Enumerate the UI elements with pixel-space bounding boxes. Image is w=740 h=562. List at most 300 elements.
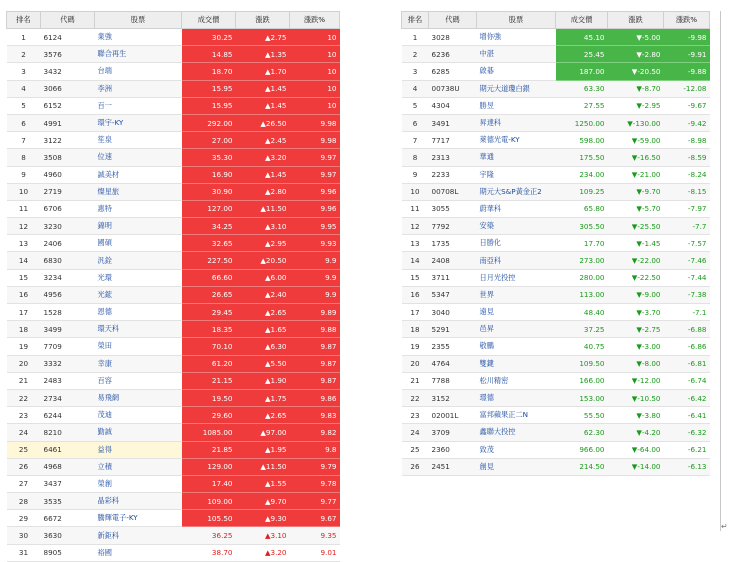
- stock-name-cell[interactable]: 笙泉: [95, 132, 182, 149]
- table-row[interactable]: [7, 458, 340, 475]
- change-cell: ▲1.90: [236, 372, 290, 389]
- rank-cell: 1: [7, 29, 41, 46]
- pct-cell: 9.98: [290, 132, 340, 149]
- change-cell: ▲3.10: [236, 218, 290, 235]
- code-cell[interactable]: 3066: [41, 80, 95, 97]
- price-cell: 17.70: [556, 235, 608, 252]
- pct-cell: 9.67: [290, 510, 340, 527]
- col-header-price[interactable]: 成交價: [182, 12, 236, 29]
- table-row[interactable]: [7, 527, 340, 544]
- rank-cell: 29: [7, 510, 41, 527]
- code-cell[interactable]: 2483: [41, 372, 95, 389]
- rank-cell: 2: [402, 46, 429, 63]
- price-cell: 21.15: [182, 372, 236, 389]
- code-cell[interactable]: 3055: [429, 200, 477, 217]
- table-row[interactable]: [7, 200, 340, 217]
- change-cell: ▲2.45: [236, 132, 290, 149]
- price-cell: 27.00: [182, 132, 236, 149]
- table-row[interactable]: [7, 80, 340, 97]
- stock-name-cell[interactable]: 啟碁: [477, 63, 556, 80]
- stock-name-cell[interactable]: 聯合再生: [95, 46, 182, 63]
- table-row[interactable]: [7, 321, 340, 338]
- change-cell: ▼-59.00: [608, 132, 664, 149]
- code-cell[interactable]: 7792: [429, 218, 477, 235]
- code-cell[interactable]: 3028: [429, 29, 477, 46]
- price-cell: 29.45: [182, 304, 236, 321]
- pct-cell: -7.44: [664, 269, 710, 286]
- table-row[interactable]: [402, 424, 710, 441]
- table-row[interactable]: [7, 372, 340, 389]
- col-header-rank[interactable]: 排名: [402, 12, 429, 29]
- pct-cell: -9.98: [664, 29, 710, 46]
- stock-name-cell[interactable]: 蔚華科: [477, 200, 556, 217]
- table-row[interactable]: [402, 166, 710, 183]
- code-cell[interactable]: 4991: [41, 114, 95, 131]
- change-cell: ▲1.55: [236, 475, 290, 492]
- code-cell[interactable]: 6124: [41, 29, 95, 46]
- stock-name-cell[interactable]: 汎銓: [95, 252, 182, 269]
- table-row[interactable]: [7, 97, 340, 114]
- change-cell: ▲3.20: [236, 149, 290, 166]
- rank-cell: 5: [7, 97, 41, 114]
- price-cell: 29.60: [182, 407, 236, 424]
- stock-name-cell[interactable]: 騰輝電子-KY: [95, 510, 182, 527]
- table-row[interactable]: [402, 235, 710, 252]
- rank-cell: 12: [7, 218, 41, 235]
- table-row[interactable]: [7, 269, 340, 286]
- code-cell[interactable]: 2355: [429, 338, 477, 355]
- price-cell: 280.00: [556, 269, 608, 286]
- price-cell: 63.30: [556, 80, 608, 97]
- price-cell: 35.30: [182, 149, 236, 166]
- table-row[interactable]: [402, 132, 710, 149]
- code-cell[interactable]: 7709: [41, 338, 95, 355]
- stock-name-cell[interactable]: 鑫聯大投控: [477, 424, 556, 441]
- price-cell: 113.00: [556, 286, 608, 303]
- col-header-rank[interactable]: 排名: [7, 12, 41, 29]
- code-cell[interactable]: 1735: [429, 235, 477, 252]
- table-row[interactable]: [7, 63, 340, 80]
- change-cell: ▼-2.95: [608, 97, 664, 114]
- stock-name-cell[interactable]: 遠見: [477, 304, 556, 321]
- pct-cell: -7.57: [664, 235, 710, 252]
- stock-name-cell[interactable]: 邑昇: [477, 321, 556, 338]
- stock-name-cell[interactable]: 業強: [95, 29, 182, 46]
- stock-name-cell[interactable]: 台端: [95, 63, 182, 80]
- stock-name-cell[interactable]: 增你強: [477, 29, 556, 46]
- code-cell[interactable]: 3491: [429, 114, 477, 131]
- change-cell: ▲1.35: [236, 46, 290, 63]
- col-header-pct[interactable]: 漲跌%: [664, 12, 710, 29]
- rank-cell: 12: [402, 218, 429, 235]
- rank-cell: 24: [7, 424, 41, 441]
- code-cell[interactable]: 3576: [41, 46, 95, 63]
- page-border-line: [720, 11, 721, 531]
- rank-cell: 26: [402, 458, 429, 475]
- stock-name-cell[interactable]: 錦明: [95, 218, 182, 235]
- code-cell[interactable]: 8210: [41, 424, 95, 441]
- rank-cell: 19: [402, 338, 429, 355]
- pct-cell: 9.89: [290, 304, 340, 321]
- code-cell[interactable]: 5347: [429, 286, 477, 303]
- code-cell[interactable]: 8905: [41, 544, 95, 561]
- price-cell: 55.50: [556, 407, 608, 424]
- table-row[interactable]: [402, 407, 710, 424]
- rank-cell: 5: [402, 97, 429, 114]
- change-cell: ▲1.45: [236, 166, 290, 183]
- table-row[interactable]: [402, 46, 710, 63]
- code-cell[interactable]: 3499: [41, 321, 95, 338]
- stock-name-cell[interactable]: 新鉅科: [95, 527, 182, 544]
- table-row[interactable]: [402, 63, 710, 80]
- rank-cell: 15: [402, 269, 429, 286]
- stock-name-cell[interactable]: 昇達科: [477, 114, 556, 131]
- stock-name-cell[interactable]: 南亞科: [477, 252, 556, 269]
- table-row[interactable]: [7, 218, 340, 235]
- table-row[interactable]: [402, 218, 710, 235]
- change-cell: ▲11.50: [236, 458, 290, 475]
- change-cell: ▲9.30: [236, 510, 290, 527]
- code-cell[interactable]: 6672: [41, 510, 95, 527]
- table-row[interactable]: [7, 114, 340, 131]
- code-cell[interactable]: 2719: [41, 183, 95, 200]
- code-cell[interactable]: 6706: [41, 200, 95, 217]
- change-cell: ▼-8.00: [608, 355, 664, 372]
- code-cell[interactable]: 3711: [429, 269, 477, 286]
- table-row[interactable]: [7, 235, 340, 252]
- code-cell[interactable]: 5291: [429, 321, 477, 338]
- price-cell: 61.20: [182, 355, 236, 372]
- change-cell: ▲3.20: [236, 544, 290, 561]
- table-row[interactable]: [402, 149, 710, 166]
- table-row[interactable]: [402, 338, 710, 355]
- stock-name-cell[interactable]: 日月光投控: [477, 269, 556, 286]
- stock-name-cell[interactable]: 世界: [477, 286, 556, 303]
- code-cell[interactable]: 2451: [429, 458, 477, 475]
- price-cell: 17.40: [182, 475, 236, 492]
- stock-name-cell[interactable]: 益得: [95, 441, 182, 458]
- table-row[interactable]: [7, 441, 340, 458]
- col-header-change[interactable]: 漲跌: [236, 12, 290, 29]
- code-cell[interactable]: 4764: [429, 355, 477, 372]
- table-row[interactable]: [402, 372, 710, 389]
- code-cell[interactable]: 3508: [41, 149, 95, 166]
- stock-name-cell[interactable]: 萊德光電-KY: [477, 132, 556, 149]
- table-row[interactable]: [402, 458, 710, 475]
- price-cell: 966.00: [556, 441, 608, 458]
- stock-name-cell[interactable]: 敬鵬: [477, 338, 556, 355]
- stock-name-cell[interactable]: 華通: [477, 149, 556, 166]
- pct-cell: 9.83: [290, 407, 340, 424]
- pct-cell: -9.42: [664, 114, 710, 131]
- price-cell: 292.00: [182, 114, 236, 131]
- code-cell[interactable]: 4968: [41, 458, 95, 475]
- stock-name-cell[interactable]: 雙鍵: [477, 355, 556, 372]
- change-cell: ▼-9.70: [608, 183, 664, 200]
- stock-name-cell[interactable]: 位速: [95, 149, 182, 166]
- rank-cell: 8: [402, 149, 429, 166]
- rank-cell: 10: [402, 183, 429, 200]
- stock-name-cell[interactable]: 環宇-KY: [95, 114, 182, 131]
- stock-name-cell[interactable]: 宇隆: [477, 166, 556, 183]
- stock-name-cell[interactable]: 安築: [477, 218, 556, 235]
- code-cell[interactable]: 2360: [429, 441, 477, 458]
- code-cell[interactable]: 2406: [41, 235, 95, 252]
- change-cell: ▼-12.00: [608, 372, 664, 389]
- price-cell: 105.50: [182, 510, 236, 527]
- price-cell: 19.50: [182, 389, 236, 406]
- table-row[interactable]: [402, 389, 710, 406]
- stock-name-cell[interactable]: 松川精密: [477, 372, 556, 389]
- rank-cell: 11: [7, 200, 41, 217]
- stock-name-cell[interactable]: 光鋐: [95, 286, 182, 303]
- col-header-price[interactable]: 成交價: [556, 12, 608, 29]
- table-row[interactable]: [7, 355, 340, 372]
- change-cell: ▼-8.70: [608, 80, 664, 97]
- code-cell[interactable]: 3234: [41, 269, 95, 286]
- price-cell: 48.40: [556, 304, 608, 321]
- code-cell[interactable]: 3437: [41, 475, 95, 492]
- col-header-pct[interactable]: 漲跌%: [290, 12, 340, 29]
- table-row[interactable]: [402, 200, 710, 217]
- stock-name-cell[interactable]: 茂迪: [95, 407, 182, 424]
- table-header-row: [402, 12, 710, 29]
- pct-cell: -6.13: [664, 458, 710, 475]
- price-cell: 1250.00: [556, 114, 608, 131]
- code-cell[interactable]: 3152: [429, 389, 477, 406]
- change-cell: ▲97.00: [236, 424, 290, 441]
- pct-cell: 9.8: [290, 441, 340, 458]
- rank-cell: 16: [7, 286, 41, 303]
- rank-cell: 8: [7, 149, 41, 166]
- col-header-code[interactable]: 代碼: [41, 12, 95, 29]
- col-header-change[interactable]: 漲跌: [608, 12, 664, 29]
- code-cell[interactable]: 3122: [41, 132, 95, 149]
- table-row[interactable]: [7, 166, 340, 183]
- code-cell[interactable]: 4956: [41, 286, 95, 303]
- change-cell: ▼-2.75: [608, 321, 664, 338]
- table-row[interactable]: [7, 510, 340, 527]
- pct-cell: 9.96: [290, 200, 340, 217]
- stock-name-cell[interactable]: 光環: [95, 269, 182, 286]
- code-cell[interactable]: 6236: [429, 46, 477, 63]
- code-cell[interactable]: 3630: [41, 527, 95, 544]
- change-cell: ▲1.45: [236, 80, 290, 97]
- price-cell: 40.75: [556, 338, 608, 355]
- table-row[interactable]: [402, 355, 710, 372]
- change-cell: ▲1.95: [236, 441, 290, 458]
- change-cell: ▼-1.45: [608, 235, 664, 252]
- code-cell[interactable]: 6152: [41, 97, 95, 114]
- pct-cell: 9.9: [290, 286, 340, 303]
- price-cell: 18.70: [182, 63, 236, 80]
- code-cell[interactable]: 7788: [429, 372, 477, 389]
- change-cell: ▲1.65: [236, 321, 290, 338]
- stock-name-cell[interactable]: 裕國: [95, 544, 182, 561]
- stock-name-cell[interactable]: 日勝化: [477, 235, 556, 252]
- price-cell: 127.00: [182, 200, 236, 217]
- code-cell[interactable]: 7717: [429, 132, 477, 149]
- code-cell[interactable]: 2313: [429, 149, 477, 166]
- stock-name-cell[interactable]: 恩德: [95, 304, 182, 321]
- stock-name-cell[interactable]: 期元大道瓊白銀: [477, 80, 556, 97]
- price-cell: 26.65: [182, 286, 236, 303]
- code-cell[interactable]: 00708L: [429, 183, 477, 200]
- code-cell[interactable]: 3535: [41, 493, 95, 510]
- code-cell[interactable]: 2408: [429, 252, 477, 269]
- pct-cell: -7.1: [664, 304, 710, 321]
- stock-name-cell[interactable]: 李洲: [95, 80, 182, 97]
- table-row[interactable]: [402, 80, 710, 97]
- stock-name-cell[interactable]: 期元大S&P黃金正2: [477, 183, 556, 200]
- rank-cell: 26: [7, 458, 41, 475]
- pct-cell: -6.41: [664, 407, 710, 424]
- rank-cell: 15: [7, 269, 41, 286]
- pct-cell: -9.67: [664, 97, 710, 114]
- pct-cell: -8.59: [664, 149, 710, 166]
- change-cell: ▲26.50: [236, 114, 290, 131]
- change-cell: ▼-5.00: [608, 29, 664, 46]
- price-cell: 45.10: [556, 29, 608, 46]
- change-cell: ▲1.45: [236, 97, 290, 114]
- stock-name-cell[interactable]: 中湛: [477, 46, 556, 63]
- stock-name-cell[interactable]: 富邦蘋果正二N: [477, 407, 556, 424]
- pct-cell: -6.88: [664, 321, 710, 338]
- table-row[interactable]: [7, 149, 340, 166]
- table-row[interactable]: [402, 304, 710, 321]
- table-row[interactable]: [402, 114, 710, 131]
- col-header-name[interactable]: 股票: [95, 12, 182, 29]
- price-cell: 21.85: [182, 441, 236, 458]
- change-cell: ▲1.70: [236, 63, 290, 80]
- table-row[interactable]: [7, 252, 340, 269]
- change-cell: ▼-22.00: [608, 252, 664, 269]
- stock-name-cell[interactable]: 晶彩科: [95, 493, 182, 510]
- rank-cell: 22: [402, 389, 429, 406]
- table-row[interactable]: [402, 97, 710, 114]
- pct-cell: 9.78: [290, 475, 340, 492]
- code-cell[interactable]: 00738U: [429, 80, 477, 97]
- table-row[interactable]: [7, 29, 340, 46]
- stock-name-cell[interactable]: 創見: [477, 458, 556, 475]
- rank-cell: 18: [7, 321, 41, 338]
- code-cell[interactable]: 3432: [41, 63, 95, 80]
- col-header-name[interactable]: 股票: [477, 12, 556, 29]
- rank-cell: 6: [7, 114, 41, 131]
- stock-name-cell[interactable]: 榮田: [95, 338, 182, 355]
- code-cell[interactable]: 3040: [429, 304, 477, 321]
- rank-cell: 16: [402, 286, 429, 303]
- table-row[interactable]: [402, 441, 710, 458]
- col-header-code[interactable]: 代碼: [429, 12, 477, 29]
- price-cell: 14.85: [182, 46, 236, 63]
- pct-cell: -8.24: [664, 166, 710, 183]
- code-cell[interactable]: 1528: [41, 304, 95, 321]
- rank-cell: 20: [402, 355, 429, 372]
- stock-name-cell[interactable]: 環天科: [95, 321, 182, 338]
- rank-cell: 18: [402, 321, 429, 338]
- rank-cell: 11: [402, 200, 429, 217]
- table-row[interactable]: [7, 304, 340, 321]
- pct-cell: -8.15: [664, 183, 710, 200]
- table-row[interactable]: [7, 544, 340, 561]
- code-cell[interactable]: 2233: [429, 166, 477, 183]
- code-cell[interactable]: 4304: [429, 97, 477, 114]
- table-row[interactable]: [7, 46, 340, 63]
- code-cell[interactable]: 6461: [41, 441, 95, 458]
- change-cell: ▲1.75: [236, 389, 290, 406]
- rank-cell: 3: [7, 63, 41, 80]
- table-row[interactable]: [7, 338, 340, 355]
- price-cell: 273.00: [556, 252, 608, 269]
- stock-name-cell[interactable]: 國碩: [95, 235, 182, 252]
- table-row[interactable]: [402, 269, 710, 286]
- pct-cell: 9.93: [290, 235, 340, 252]
- table-row[interactable]: [7, 424, 340, 441]
- table-row[interactable]: [7, 183, 340, 200]
- table-row[interactable]: [7, 493, 340, 510]
- pct-cell: 9.96: [290, 183, 340, 200]
- stock-name-cell[interactable]: 璟德: [477, 389, 556, 406]
- table-row[interactable]: [402, 286, 710, 303]
- change-cell: ▲2.75: [236, 29, 290, 46]
- price-cell: 175.50: [556, 149, 608, 166]
- code-cell[interactable]: 02001L: [429, 407, 477, 424]
- code-cell[interactable]: 3230: [41, 218, 95, 235]
- code-cell[interactable]: 2734: [41, 389, 95, 406]
- code-cell[interactable]: 4960: [41, 166, 95, 183]
- table-row[interactable]: [402, 183, 710, 200]
- pct-cell: 9.98: [290, 114, 340, 131]
- stock-name-cell[interactable]: 惠特: [95, 200, 182, 217]
- rank-cell: 23: [7, 407, 41, 424]
- code-cell[interactable]: 3709: [429, 424, 477, 441]
- rank-cell: 13: [7, 235, 41, 252]
- table-row[interactable]: [7, 286, 340, 303]
- stock-name-cell[interactable]: 勤誠: [95, 424, 182, 441]
- code-cell[interactable]: 6285: [429, 63, 477, 80]
- table-row[interactable]: [7, 407, 340, 424]
- change-cell: ▲20.50: [236, 252, 290, 269]
- stock-name-cell[interactable]: 百一: [95, 97, 182, 114]
- stock-name-cell[interactable]: 立積: [95, 458, 182, 475]
- change-cell: ▲3.10: [236, 527, 290, 544]
- stock-name-cell[interactable]: 易飛網: [95, 389, 182, 406]
- code-cell[interactable]: 6830: [41, 252, 95, 269]
- price-cell: 598.00: [556, 132, 608, 149]
- table-row[interactable]: [7, 389, 340, 406]
- code-cell[interactable]: 6244: [41, 407, 95, 424]
- stock-name-cell[interactable]: 燦星旅: [95, 183, 182, 200]
- code-cell[interactable]: 3332: [41, 355, 95, 372]
- gainers-table: [6, 11, 340, 562]
- stock-name-cell[interactable]: 百容: [95, 372, 182, 389]
- pct-cell: -6.32: [664, 424, 710, 441]
- table-row[interactable]: [7, 475, 340, 492]
- table-row[interactable]: [402, 29, 710, 46]
- price-cell: 153.00: [556, 389, 608, 406]
- stock-name-cell[interactable]: 致茂: [477, 441, 556, 458]
- table-row[interactable]: [402, 321, 710, 338]
- stock-name-cell[interactable]: 榮創: [95, 475, 182, 492]
- stock-name-cell[interactable]: 誠美材: [95, 166, 182, 183]
- stock-name-cell[interactable]: 勝昱: [477, 97, 556, 114]
- price-cell: 16.90: [182, 166, 236, 183]
- table-row[interactable]: [7, 132, 340, 149]
- table-row[interactable]: [402, 252, 710, 269]
- stock-name-cell[interactable]: 幸康: [95, 355, 182, 372]
- pct-cell: 9.88: [290, 321, 340, 338]
